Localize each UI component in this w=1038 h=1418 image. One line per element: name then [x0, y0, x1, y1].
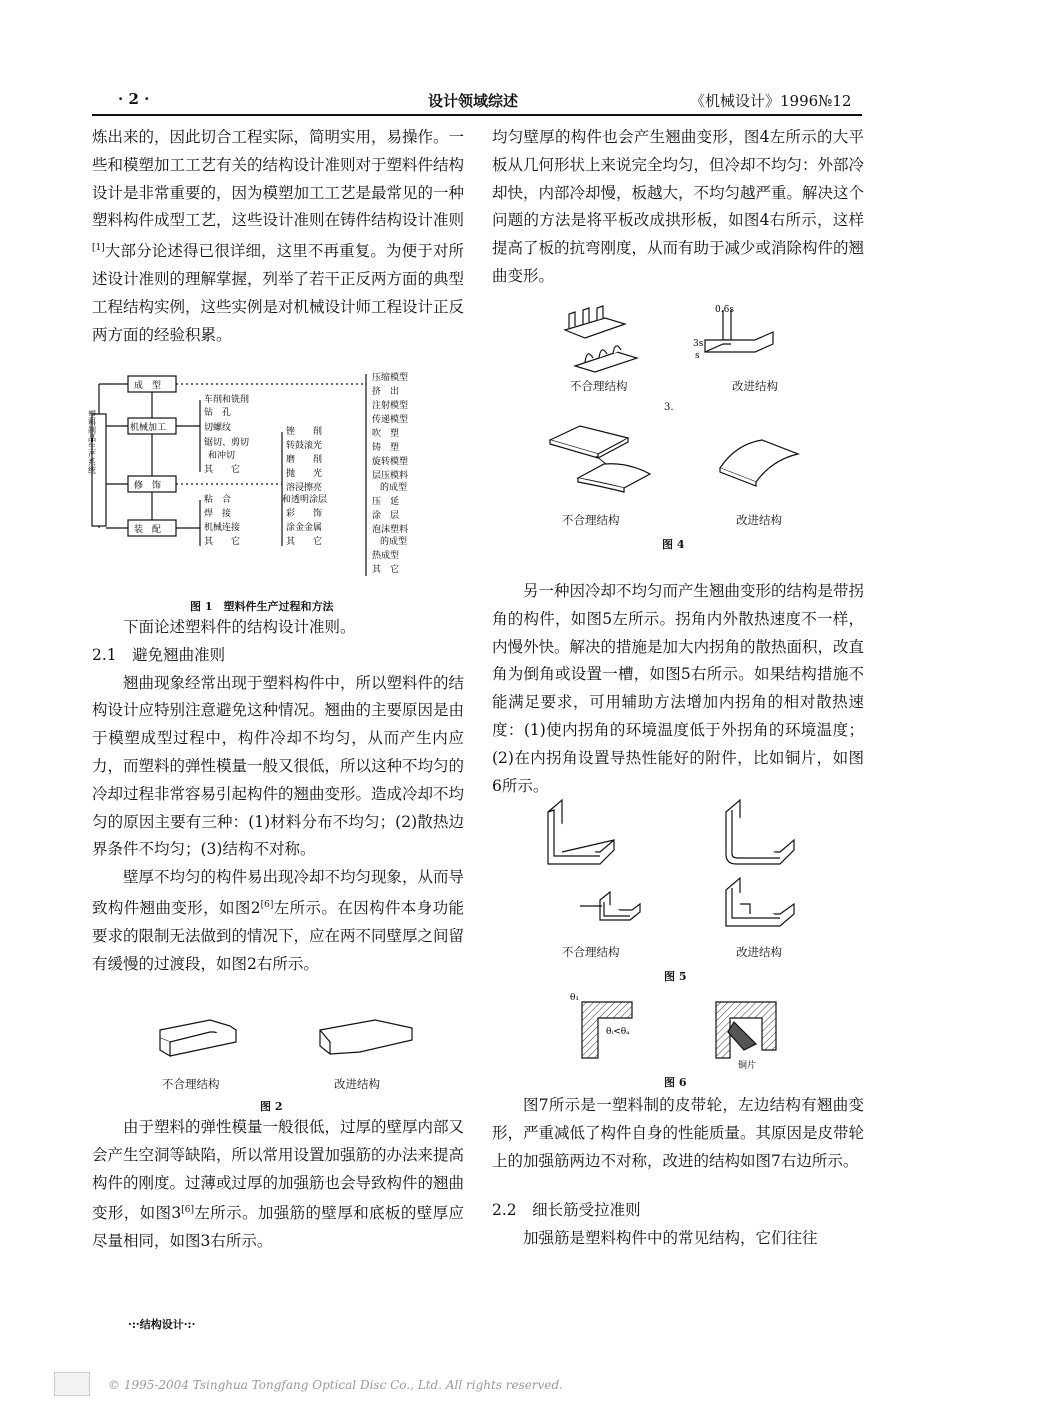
figure-3-left-label: 不合理结构	[570, 379, 628, 393]
form-item: 挤 出	[372, 387, 400, 397]
figure-6-caption: 图 6	[664, 1076, 687, 1089]
paragraph: 壁厚不均匀的构件易出现冷却不均匀现象，从而导致构件翘曲变形，如图2[6]左所示。在因构件本身功能要求的限制无法做到的情况下，应在两不同壁厚之间留有缓慢的过渡段，如图2右所示。	[92, 868, 465, 973]
figure-2-drawing	[150, 1010, 440, 1070]
fin-item: 锉 削	[286, 427, 323, 437]
figure-3-caption: 3.	[664, 402, 674, 413]
figure-2-caption: 图 2	[260, 1100, 283, 1113]
paragraph: 下面论述塑料件的结构设计准则。	[123, 618, 356, 636]
figure-2-right-label: 改进结构	[334, 1077, 380, 1091]
asm-item: 其 它	[204, 537, 241, 547]
form-item: 铸 塑	[372, 443, 400, 453]
figure-4-drawing	[540, 420, 820, 510]
form-item: 吹 塑	[372, 429, 400, 439]
figure-4-right-label: 改进结构	[736, 513, 782, 527]
form-item: 其 它	[372, 565, 400, 575]
copper-label: 铜片	[738, 1061, 757, 1071]
page-number: · 2 ·	[118, 90, 150, 108]
paragraph: 由于塑料的弹性模量一般很低，过厚的壁厚内部又会产生空洞等缺陷，所以常用设置加强筋的办法来提高构件的刚度。过薄或过厚的加强筋也会导致构件的翘曲变形，如图3[6]左所示。加强筋的壁厚和底板的壁厚应尽量相同，如图3右所示。	[92, 1118, 465, 1251]
mach-item: 切螺纹	[204, 423, 232, 433]
figure-5-drawing	[540, 792, 820, 932]
figure-5-left-label: 不合理结构	[562, 945, 620, 959]
footer-section-label: ·:·结构设计·:·	[128, 1318, 196, 1331]
theta-relation: θᵢ<θₐ	[606, 1027, 630, 1037]
right-col-bottom	[492, 1092, 864, 1253]
journal-issue: 《机械设计》1996№12	[690, 92, 852, 110]
figure-3-drawing	[545, 300, 805, 378]
flow-box-assembly: 装 配	[134, 525, 162, 535]
dim-3s: 3s	[693, 339, 704, 349]
header-rule	[92, 114, 862, 116]
form-item: 层压模料	[372, 471, 409, 481]
cnki-logo-icon	[54, 1372, 90, 1396]
paragraph: 炼出来的，因此切合工程实际，简明实用，易操作。一些和模塑加工工艺有关的结构设计准则对于塑料件结构设计是非常重要的，因为模塑加工工艺是最常见的一种塑料构件成型工艺，这些设计准则在铸件结构设计准则[1]大部分论述得已很详细，这里不再重复。为便于对所述设计准则的理解掌握，列举了若干正反两方面的典型工程结构实例，这些实例是对机械设计师工程设计正反两方面的经验积累。	[92, 128, 465, 344]
figure-3-right-label: 改进结构	[732, 379, 778, 393]
figure-5-caption: 图 5	[664, 970, 687, 983]
form-item: 的成型	[380, 537, 408, 547]
form-item: 热成型	[372, 551, 400, 561]
form-item: 泡沫塑料	[372, 525, 409, 535]
form-item: 压缩模型	[372, 373, 409, 383]
right-col-top	[492, 124, 864, 291]
left-col-top	[92, 124, 464, 350]
dim-0-6s: 0.6s	[715, 305, 734, 315]
running-title: 设计领域综述	[428, 92, 519, 110]
form-item: 涂 层	[372, 511, 400, 521]
asm-item: 机械连接	[204, 523, 241, 533]
paragraph: 均匀壁厚的构件也会产生翘曲变形，图4左所示的大平板从几何形状上来说完全均匀，但冷却不均匀：外部冷却快，内部冷却慢，板越大，不均匀越严重。解决这个问题的方法是将平板改成拱形板，如图4右所示，这样提高了板的抗弯刚度，从而有助于减少或消除构件的翘曲变形。	[492, 128, 865, 285]
form-item: 注射模型	[372, 401, 409, 411]
flow-box-molding: 成 型	[134, 381, 162, 391]
form-item: 压 延	[372, 497, 400, 507]
dim-s: s	[695, 351, 700, 361]
paragraph: 加强筋是塑料构件中的常见结构，它们往往	[523, 1229, 818, 1248]
form-item: 传递模型	[372, 415, 409, 425]
theta-label: θ₁	[570, 993, 580, 1003]
flow-box-finishing: 修 饰	[134, 481, 162, 491]
right-col-middle	[492, 578, 864, 800]
flowchart-side-label: 塑料制品生产系统	[87, 410, 97, 474]
left-col-bottom	[92, 1114, 464, 1256]
left-col-middle	[92, 614, 464, 979]
mach-item: 其 它	[204, 465, 241, 475]
paragraph: 图7所示是一塑料制的皮带轮，左边结构有翘曲变形，严重减低了构件自身的性能质量。其原因是皮带轮上的加强筋两边不对称，改进的结构如图7右边所示。	[492, 1096, 865, 1170]
figure-6-drawing	[568, 992, 808, 1072]
mach-item: 锯切、剪切	[204, 438, 250, 448]
asm-item: 焊 接	[204, 509, 232, 519]
fin-item: 转鼓滚光	[286, 441, 323, 451]
mach-item: 和冲切	[208, 451, 236, 461]
figure-2-left-label: 不合理结构	[162, 1077, 220, 1091]
fin-item: 和透明涂层	[282, 495, 328, 505]
flow-box-machining: 机械加工	[130, 423, 167, 433]
paragraph: 另一种因冷却不均匀而产生翘曲变形的结构是带拐角的构件，如图5左所示。拐角内外散热速度不一样，内慢外快。解决的措施是加大内拐角的散热面积，改直角为倒角或设置一槽，如图5右所示。如果结构措施不能满足要求，可用辅助方法增加内拐角的相对散热速度：(1)使内拐角的环境温度低于外拐角的环境温度；(2)在内拐角设置导热性能好的附件，比如铜片，如图6所示。	[492, 582, 865, 795]
mach-item: 车削和铣削	[204, 395, 250, 405]
fin-item: 其 它	[286, 537, 323, 547]
asm-item: 粘 合	[204, 495, 232, 505]
mach-item: 钻 孔	[204, 408, 232, 418]
paragraph: 翘曲现象经常出现于塑料构件中，所以塑料件的结构设计应特别注意避免这种情况。翘曲的主要原因是由于模塑成型过程中，构件冷却不均匀，从而产生内应力，而塑料的弹性模量一般又很低，所以这种不均匀的冷却过程非常容易引起构件的翘曲变形。造成冷却不均匀的原因主要有三种：(1)材料分布不均匀；(2)散热边界条件不均匀；(3)结构不对称。	[92, 673, 465, 859]
form-item: 旋转模塑	[372, 457, 409, 467]
fin-item: 涂金金属	[286, 523, 323, 533]
figure-5-right-label: 改进结构	[736, 945, 782, 959]
fin-item: 溶浸擦亮	[286, 483, 323, 493]
figure-1-caption: 图 1 塑料件生产过程和方法	[190, 600, 334, 613]
fin-item: 抛 光	[286, 469, 323, 479]
fin-item: 磨 削	[286, 455, 323, 465]
copyright-notice: © 1995-2004 Tsinghua Tongfang Optical Disc Co., Ltd. All rights reserved.	[108, 1378, 563, 1392]
section-heading-2-2: 2.2 细长筋受拉准则	[492, 1201, 641, 1220]
figure-1-flowchart	[87, 370, 470, 580]
figure-4-left-label: 不合理结构	[562, 513, 620, 527]
section-heading-2-1: 2.1 避免翘曲准则	[92, 645, 226, 664]
form-item: 的成型	[380, 483, 408, 493]
fin-item: 彩 饰	[286, 509, 323, 519]
figure-4-caption: 图 4	[662, 538, 685, 551]
